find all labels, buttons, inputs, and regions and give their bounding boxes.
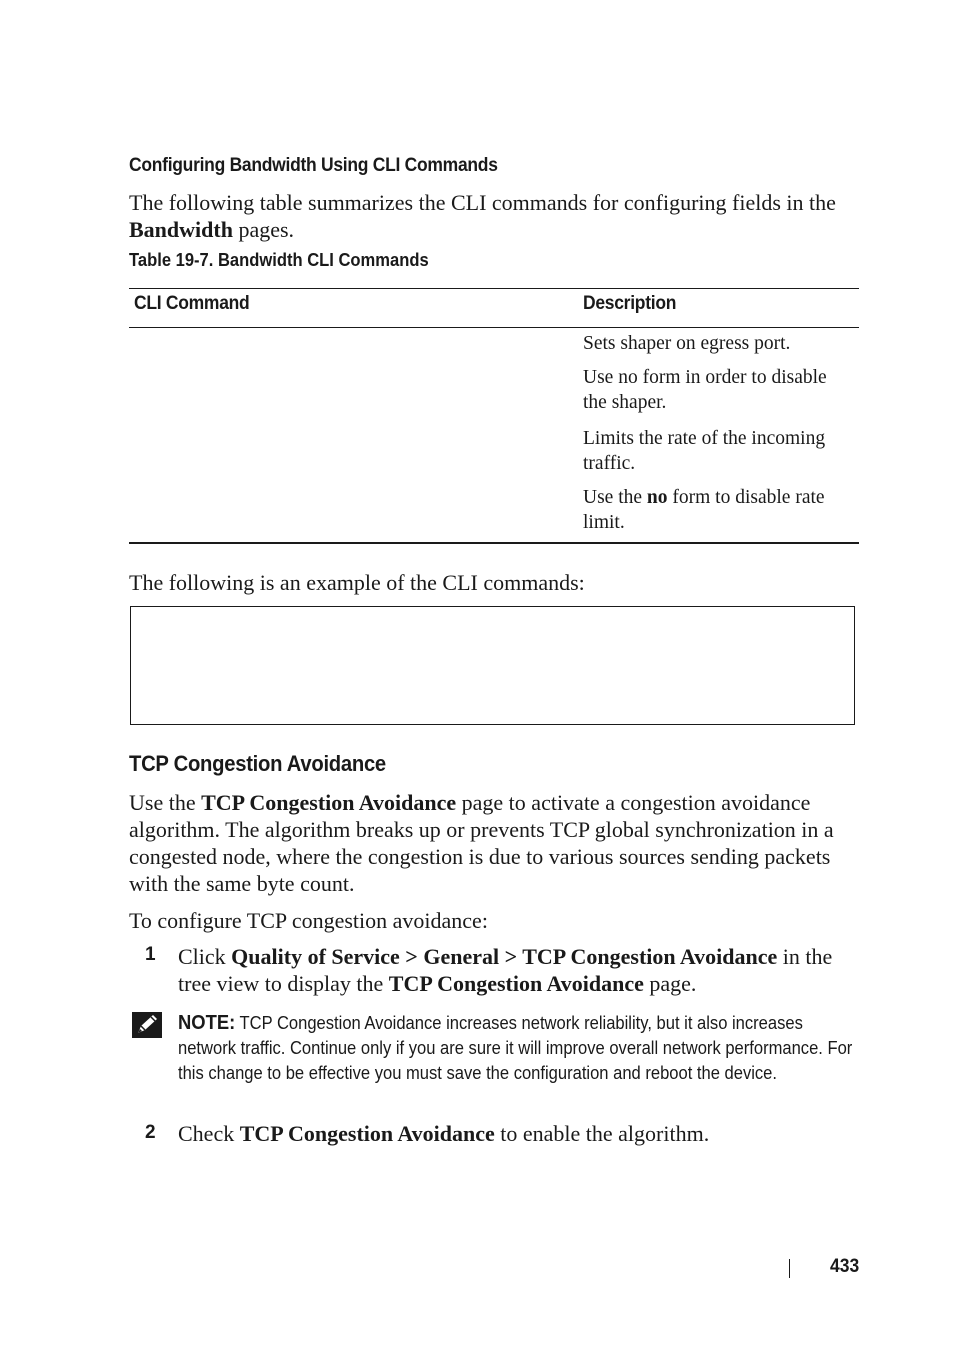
table-bottom-rule bbox=[129, 542, 859, 544]
configure-intro: To configure TCP congestion avoidance: bbox=[129, 908, 488, 933]
step-number: 2 bbox=[145, 1122, 156, 1143]
table-top-rule bbox=[129, 288, 859, 289]
step-number: 1 bbox=[145, 944, 156, 965]
table-header-rule bbox=[129, 327, 859, 328]
code-example-box bbox=[130, 606, 855, 725]
example-intro: The following is an example of the CLI commands: bbox=[129, 570, 585, 595]
intro-paragraph: The following table summarizes the CLI commands for configuring fields in the Bandwidth pages. bbox=[129, 190, 836, 242]
tcp-heading: TCP Congestion Avoidance bbox=[129, 751, 386, 776]
table-cell-description: Sets shaper on egress port. bbox=[583, 333, 791, 354]
step-2-text: Check TCP Congestion Avoidance to enable the algorithm. bbox=[178, 1121, 710, 1146]
table-cell-description: Use the no form to disable rate limit. bbox=[583, 487, 825, 533]
footer-divider bbox=[789, 1259, 790, 1278]
table-cell-description: Limits the rate of the incoming traffic. bbox=[583, 428, 826, 474]
column-header-description: Description bbox=[583, 293, 677, 314]
note-pencil-icon bbox=[132, 1012, 162, 1038]
section-heading: Configuring Bandwidth Using CLI Commands bbox=[129, 155, 498, 176]
column-header-cli-command: CLI Command bbox=[134, 293, 250, 314]
page-number: 433 bbox=[830, 1256, 860, 1277]
note-text: NOTE: TCP Congestion Avoidance increases network reliability, but it also increases network traffic. Continue only if you are sure it will improve overall network performance. For this change to be effective you must save the configuration and reboot the device. bbox=[178, 1012, 853, 1083]
table-caption: Table 19-7. Bandwidth CLI Commands bbox=[129, 250, 429, 270]
step-1-text: Click Quality of Service > General > TCP Congestion Avoidance in the tree view to display the TCP Congestion Avoidance page. bbox=[178, 944, 833, 996]
table-cell-description: Use no form in order to disable the shaper. bbox=[583, 367, 827, 413]
tcp-description: Use the TCP Congestion Avoidance page to activate a congestion avoidance algorithm. The algorithm breaks up or prevents TCP global synchronization in a congested node, where the congestion is due to various sources sending packets with the same byte count. bbox=[129, 790, 834, 896]
